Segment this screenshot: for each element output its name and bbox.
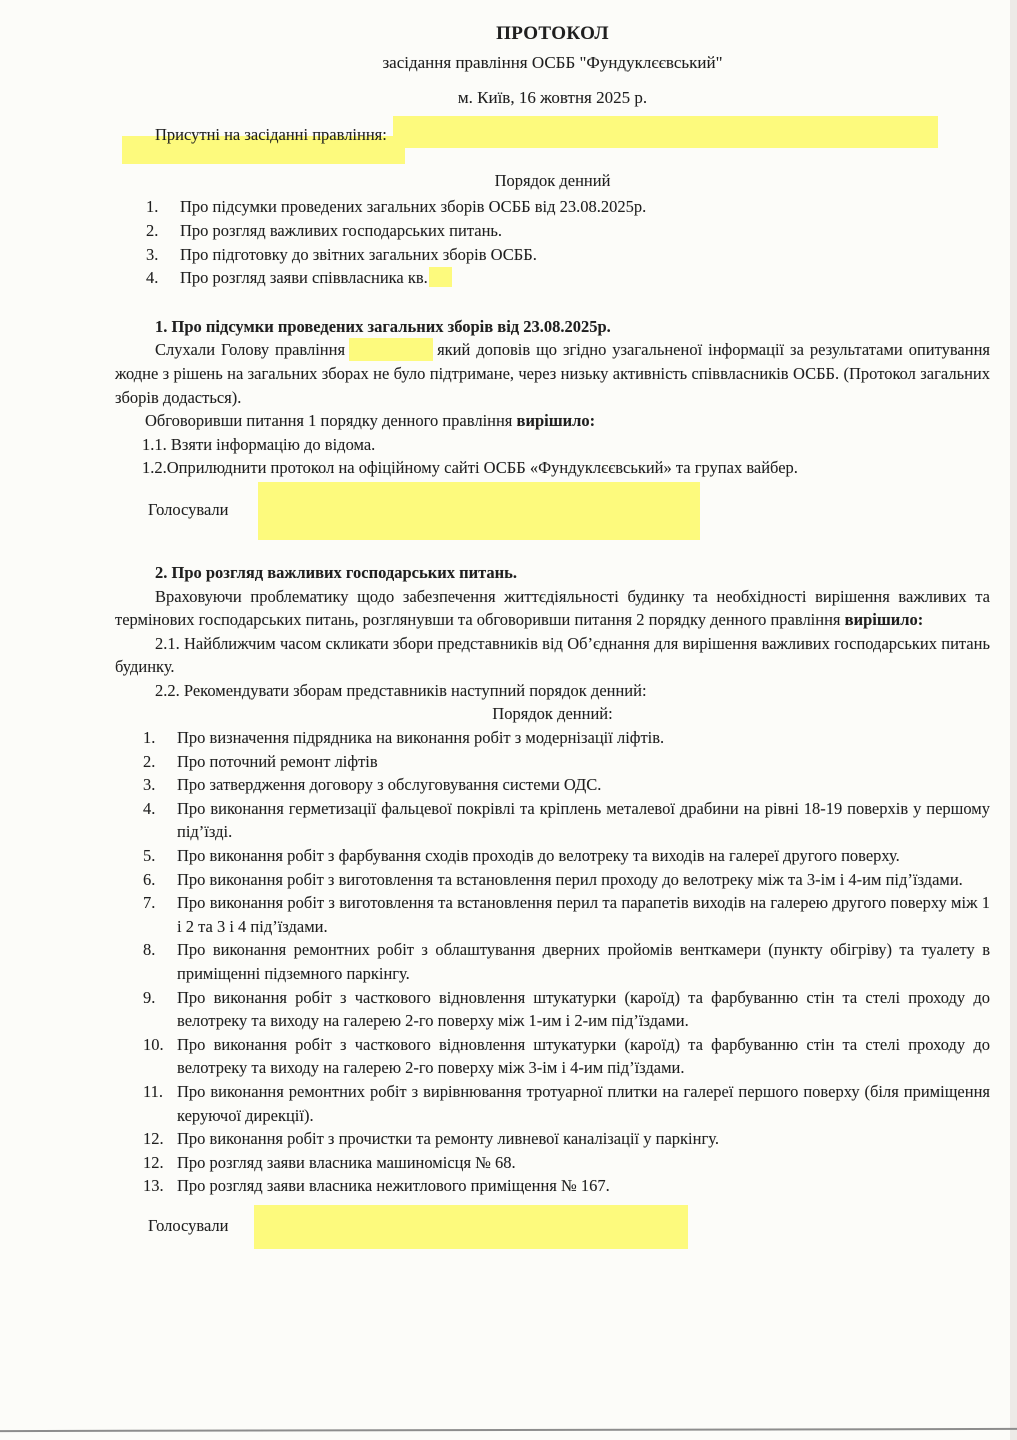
voted-line-1 [148, 482, 990, 540]
sub-agenda-item-text: Про затвердження договору з обслуговування системи ОДС. [177, 775, 602, 795]
sub-agenda-item-number: 5. [143, 846, 156, 866]
sub-agenda-item-text: Про виконання робіт з виготовлення та встановлення перил та парапетів виходів на галерею другого поверху між 1 і 2 та 3 і 4 під’їздами. [177, 893, 990, 936]
attendees-label: Присутні на засіданні правління: [155, 124, 387, 144]
sub-agenda-item [143, 1080, 990, 1127]
agenda-item-number: 3. [146, 244, 159, 264]
sub-agenda-item [143, 773, 990, 797]
sub-agenda-item [143, 891, 990, 938]
agenda-item-number: 2. [146, 220, 159, 240]
agenda-item-text: Про розгляд заяви співвласника кв. [180, 266, 990, 290]
section2-paragraph-text: Враховуючи проблематику щодо забезпечення життєдіяльності будинку та необхідності вирішення важливих та термінових господарських питань, розглянувши та обговоривши питання 2 порядку денного правління [115, 586, 990, 630]
sub-agenda-item-number: 6. [143, 869, 156, 889]
sub-agenda-item-number: 4. [143, 798, 156, 818]
document-subtitle: засідання правління ОСББ "Фундуклєєвський" [382, 52, 723, 72]
scan-edge-right [1010, 0, 1017, 1440]
sub-agenda-item-text: Про виконання робіт з прочистки та ремонту ливневої каналізації у паркінгу. [177, 1129, 719, 1149]
sub-agenda-item [143, 868, 990, 892]
sub-agenda-item-number: 7. [143, 893, 156, 913]
heard-suffix: який доповів що згідно узагальненої інформації за результатами опитування жодне з рішень на загальних зборах не було підтримане, через низьку активність співвласників ОСББ. (Протокол загальних зборів додасться). [115, 340, 990, 407]
sub-agenda-item [143, 726, 990, 750]
place-date-line: м. Київ, 16 жовтня 2025 р. [457, 88, 648, 108]
sub-agenda-item-text: Про розгляд заяви власника машиномісця № 68. [177, 1152, 516, 1172]
resolution-item-1-1: 1.1. Взяти інформацію до відома. [142, 434, 376, 454]
sub-agenda-item [143, 1151, 990, 1175]
redaction-attendees-line1 [393, 116, 938, 148]
agenda-item [146, 266, 990, 290]
agenda-item [146, 219, 990, 243]
redaction-votes-1 [258, 482, 700, 540]
section1-resolution-intro [145, 409, 990, 433]
resolution-item-1-2: 1.2.Оприлюднити протокол на офіційному сайті ОСББ «Фундуклєєвський» та групах вайбер. [142, 458, 798, 478]
sub-agenda-item-number: 13. [143, 1176, 164, 1196]
resolved-word-2: вирішило: [844, 610, 924, 630]
sub-agenda-item [143, 986, 990, 1033]
resolved-word: вирішило: [516, 411, 596, 431]
sub-agenda-item [143, 1033, 990, 1080]
voted-label-1: Голосували [148, 499, 229, 519]
sub-agenda-item-number: 1. [143, 728, 156, 748]
sub-agenda-item-text: Про виконання робіт з часткового відновлення штукатурки (кароїд) та фарбуванню стін та стелі проходу до велотреку та виходу на галерею 2-го поверху між 1-им і 2-им під’їздами. [177, 987, 990, 1031]
agenda-heading: Порядок денний [494, 170, 611, 190]
sub-agenda-item-number: 2. [143, 751, 156, 771]
section1-paragraph [115, 338, 990, 409]
discussed-text: Обговоривши питання 1 порядку денного правління [145, 411, 517, 431]
sub-agenda-item [143, 1127, 990, 1151]
agenda-item-text: Про підготовку до звітних загальних зборів ОСББ. [180, 244, 537, 264]
agenda-list [146, 195, 990, 289]
agenda-item-number: 1. [146, 197, 159, 217]
sub-agenda-item-number: 11. [143, 1081, 164, 1101]
redaction-chairman-name [349, 338, 433, 361]
sub-agenda-item-number: 9. [143, 987, 156, 1007]
redaction-apartment-number [429, 267, 452, 287]
sub-agenda-item [143, 844, 990, 868]
redaction-votes-2 [254, 1205, 688, 1249]
sub-agenda-item-text: Про виконання робіт з фарбування сходів проходів до велотреку та виходів на галереї другого поверху. [177, 846, 900, 866]
sub-agenda-item [143, 797, 990, 844]
voted-label-2: Голосували [148, 1215, 229, 1235]
sub-agenda-item-text: Про виконання ремонтних робіт з вирівнювання тротуарної плитки на галереї першого поверху (біля приміщення керуючої дирекції). [177, 1081, 990, 1125]
sub-agenda-item-number: 10. [143, 1034, 164, 1054]
attendees-line [115, 116, 990, 148]
sub-agenda-item-number: 12. [143, 1129, 164, 1149]
sub-agenda-item-text: Про виконання герметизації фальцевої покрівлі та кріплень металевої драбини на рівні 18-19 поверхів у першому під’їзді. [177, 798, 990, 842]
agenda-item-text: Про розгляд важливих господарських питань. [180, 220, 503, 240]
sub-agenda-item-text: Про виконання ремонтних робіт з облаштування дверних пройомів венткамери (пункту обігріву) та туалету в приміщенні підземного паркінгу. [177, 940, 990, 983]
sub-agenda-item [143, 1174, 990, 1198]
sub-agenda-item-text: Про виконання робіт з виготовлення та встановлення перил проходу до велотреку між та 3-ім і 4-им під’їздами. [177, 869, 963, 889]
sub-agenda-item [143, 750, 990, 774]
scan-page-bottom-edge [0, 1428, 1017, 1432]
sub-agenda-item-number: 3. [143, 775, 156, 795]
sub-agenda-heading: Порядок денний: [492, 704, 613, 724]
resolution-item-2-2: 2.2. Рекомендувати зборам представників наступний порядок денний: [155, 680, 647, 700]
sub-agenda-item-number: 8. [143, 940, 156, 960]
sub-agenda-item-number: 12. [143, 1152, 164, 1172]
agenda-item-text: Про підсумки проведених загальних зборів ОСББ від 23.08.2025р. [180, 197, 647, 217]
agenda-item [146, 195, 990, 219]
sub-agenda-list [143, 726, 990, 1198]
voted-line-2 [148, 1205, 990, 1249]
sub-agenda-item [143, 938, 990, 985]
section2-heading: 2. Про розгляд важливих господарських питань. [155, 562, 518, 582]
section1-heading: 1. Про підсумки проведених загальних зборів від 23.08.2025р. [155, 316, 611, 336]
document-title: ПРОТОКОЛ [496, 23, 609, 44]
agenda-item-number: 4. [146, 268, 159, 288]
section2-paragraph [115, 585, 990, 632]
resolution-item-2-1: 2.1. Найближчим часом скликати збори представників від Об’єднання для вирішення важливих господарських питань будинку. [115, 633, 990, 677]
sub-agenda-item-text: Про виконання робіт з часткового відновлення штукатурки (кароїд) та фарбуванню стін та стелі проходу до велотреку та виходу на галерею 2-го поверху між 3-ім і 4-им під’їздами. [177, 1034, 990, 1078]
agenda-item [146, 243, 990, 267]
heard-prefix: Слухали Голову правління [155, 340, 346, 360]
sub-agenda-item-text: Про визначення підрядника на виконання робіт з модернізації ліфтів. [177, 728, 665, 748]
sub-agenda-item-text: Про поточний ремонт ліфтів [177, 751, 378, 771]
sub-agenda-item-text: Про розгляд заяви власника нежитлового приміщення № 167. [177, 1176, 610, 1196]
